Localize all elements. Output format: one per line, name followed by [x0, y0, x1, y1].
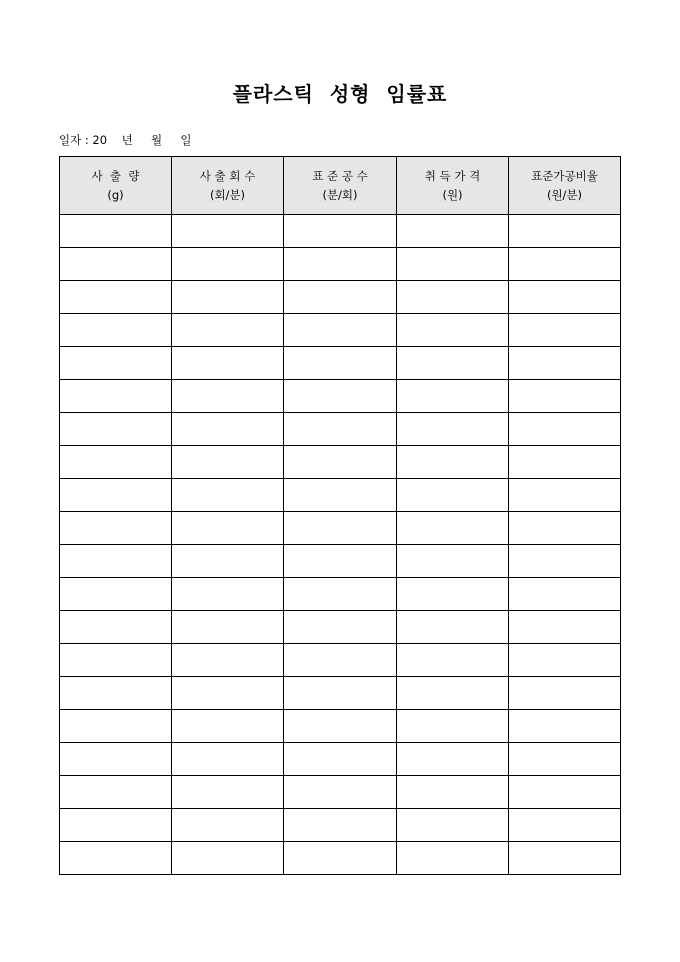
table-cell[interactable]	[60, 215, 172, 248]
table-cell[interactable]	[60, 479, 172, 512]
table-row	[60, 347, 621, 380]
table-cell[interactable]	[60, 809, 172, 842]
table-body	[60, 215, 621, 875]
table-cell[interactable]	[60, 611, 172, 644]
table-cell[interactable]	[397, 677, 509, 710]
table-cell[interactable]	[397, 710, 509, 743]
table-cell[interactable]	[509, 644, 621, 677]
table-cell[interactable]	[172, 842, 284, 875]
table-cell[interactable]	[509, 842, 621, 875]
table-cell[interactable]	[60, 512, 172, 545]
table-cell[interactable]	[60, 380, 172, 413]
table-row	[60, 380, 621, 413]
column-header-label: 표준가공비율	[531, 168, 598, 183]
table-row	[60, 446, 621, 479]
table-cell[interactable]	[172, 314, 284, 347]
table-cell[interactable]	[284, 380, 397, 413]
table-cell[interactable]	[509, 776, 621, 809]
table-cell[interactable]	[397, 611, 509, 644]
table-cell[interactable]	[509, 512, 621, 545]
table-cell[interactable]	[172, 677, 284, 710]
table-cell[interactable]	[60, 743, 172, 776]
table-cell[interactable]	[60, 281, 172, 314]
table-cell[interactable]	[284, 215, 397, 248]
table-cell[interactable]	[172, 446, 284, 479]
table-cell[interactable]	[509, 677, 621, 710]
table-cell[interactable]	[509, 413, 621, 446]
table-row	[60, 215, 621, 248]
table-cell[interactable]	[60, 545, 172, 578]
table-cell[interactable]	[284, 347, 397, 380]
table-cell[interactable]	[509, 380, 621, 413]
table-cell[interactable]	[60, 710, 172, 743]
table-cell[interactable]	[397, 578, 509, 611]
column-header-label: 사 출 회 수	[199, 168, 256, 183]
table-row	[60, 710, 621, 743]
table-header-row	[60, 157, 621, 215]
column-header-standard-man-hours	[284, 157, 397, 215]
table-cell[interactable]	[509, 314, 621, 347]
table-cell[interactable]	[172, 248, 284, 281]
table-cell[interactable]	[172, 743, 284, 776]
table-cell[interactable]	[172, 347, 284, 380]
table-cell[interactable]	[397, 380, 509, 413]
table-row	[60, 314, 621, 347]
page-title: 플라스틱 성형 임률표	[232, 82, 448, 106]
table-cell[interactable]	[60, 842, 172, 875]
table-cell[interactable]	[284, 809, 397, 842]
column-header-label: 사 출 량	[91, 168, 140, 183]
table-cell[interactable]	[284, 545, 397, 578]
column-header-unit: (g)	[107, 187, 124, 202]
table-row	[60, 413, 621, 446]
table-cell[interactable]	[397, 776, 509, 809]
table-cell[interactable]	[397, 644, 509, 677]
table-cell[interactable]	[172, 413, 284, 446]
table-cell[interactable]	[509, 611, 621, 644]
table-cell[interactable]	[60, 413, 172, 446]
table-cell[interactable]	[509, 710, 621, 743]
table-cell[interactable]	[172, 215, 284, 248]
table-row	[60, 512, 621, 545]
table-cell[interactable]	[60, 314, 172, 347]
table-row	[60, 644, 621, 677]
table-cell[interactable]	[284, 776, 397, 809]
table-cell[interactable]	[172, 512, 284, 545]
table-cell[interactable]	[509, 347, 621, 380]
column-header-injection-volume	[60, 157, 172, 215]
table-cell[interactable]	[172, 710, 284, 743]
column-header-unit: (원)	[442, 187, 463, 202]
table-cell[interactable]	[397, 743, 509, 776]
column-header-unit: (분/회)	[322, 187, 358, 202]
table-cell[interactable]	[284, 842, 397, 875]
table-row	[60, 248, 621, 281]
table-cell[interactable]	[284, 413, 397, 446]
table-row	[60, 545, 621, 578]
table-row	[60, 743, 621, 776]
table-cell[interactable]	[397, 545, 509, 578]
table-cell[interactable]	[172, 281, 284, 314]
table-cell[interactable]	[397, 512, 509, 545]
table-cell[interactable]	[284, 644, 397, 677]
table-row	[60, 842, 621, 875]
table-cell[interactable]	[509, 479, 621, 512]
table-row	[60, 281, 621, 314]
table-cell[interactable]	[284, 677, 397, 710]
column-header-unit: (원/분)	[546, 187, 583, 202]
table-cell[interactable]	[509, 743, 621, 776]
column-header-standard-processing-rate	[509, 157, 621, 215]
table-cell[interactable]	[397, 248, 509, 281]
table-cell[interactable]	[172, 644, 284, 677]
table-cell[interactable]	[509, 809, 621, 842]
table-cell[interactable]	[172, 611, 284, 644]
table-cell[interactable]	[284, 248, 397, 281]
table-cell[interactable]	[60, 677, 172, 710]
table-cell[interactable]	[60, 347, 172, 380]
table-cell[interactable]	[397, 446, 509, 479]
table-row	[60, 578, 621, 611]
table-cell[interactable]	[284, 710, 397, 743]
table-cell[interactable]	[60, 446, 172, 479]
table-row	[60, 479, 621, 512]
table-cell[interactable]	[509, 215, 621, 248]
date-line: 일자 : 20 년 월 일	[59, 133, 192, 147]
table-row	[60, 776, 621, 809]
table-cell[interactable]	[397, 809, 509, 842]
column-header-label: 표 준 공 수	[312, 168, 368, 183]
table-cell[interactable]	[284, 446, 397, 479]
column-header-acquisition-price	[397, 157, 509, 215]
table-cell[interactable]	[60, 248, 172, 281]
column-header-label: 취 득 가 격	[424, 168, 481, 183]
table-cell[interactable]	[509, 545, 621, 578]
table-cell[interactable]	[509, 578, 621, 611]
table-cell[interactable]	[284, 512, 397, 545]
table-cell[interactable]	[172, 380, 284, 413]
table-cell[interactable]	[284, 611, 397, 644]
table-cell[interactable]	[397, 479, 509, 512]
table-cell[interactable]	[284, 578, 397, 611]
table-cell[interactable]	[397, 347, 509, 380]
table-cell[interactable]	[284, 281, 397, 314]
table-row	[60, 611, 621, 644]
table-cell[interactable]	[397, 413, 509, 446]
table-cell[interactable]	[397, 281, 509, 314]
table-cell[interactable]	[60, 644, 172, 677]
table-row	[60, 809, 621, 842]
table-cell[interactable]	[172, 776, 284, 809]
table-cell[interactable]	[172, 809, 284, 842]
table-cell[interactable]	[172, 578, 284, 611]
table-cell[interactable]	[509, 281, 621, 314]
table-cell[interactable]	[397, 314, 509, 347]
table-cell[interactable]	[397, 842, 509, 875]
table-cell[interactable]	[509, 248, 621, 281]
table-row	[60, 677, 621, 710]
rate-table	[59, 156, 621, 875]
table-cell[interactable]	[284, 479, 397, 512]
column-header-unit: (회/분)	[209, 187, 246, 202]
table-cell[interactable]	[60, 776, 172, 809]
table-cell[interactable]	[172, 479, 284, 512]
table-cell[interactable]	[284, 743, 397, 776]
table-cell[interactable]	[172, 545, 284, 578]
table-cell[interactable]	[509, 446, 621, 479]
table-cell[interactable]	[397, 215, 509, 248]
column-header-injection-count	[172, 157, 284, 215]
table-cell[interactable]	[60, 578, 172, 611]
table-cell[interactable]	[284, 314, 397, 347]
